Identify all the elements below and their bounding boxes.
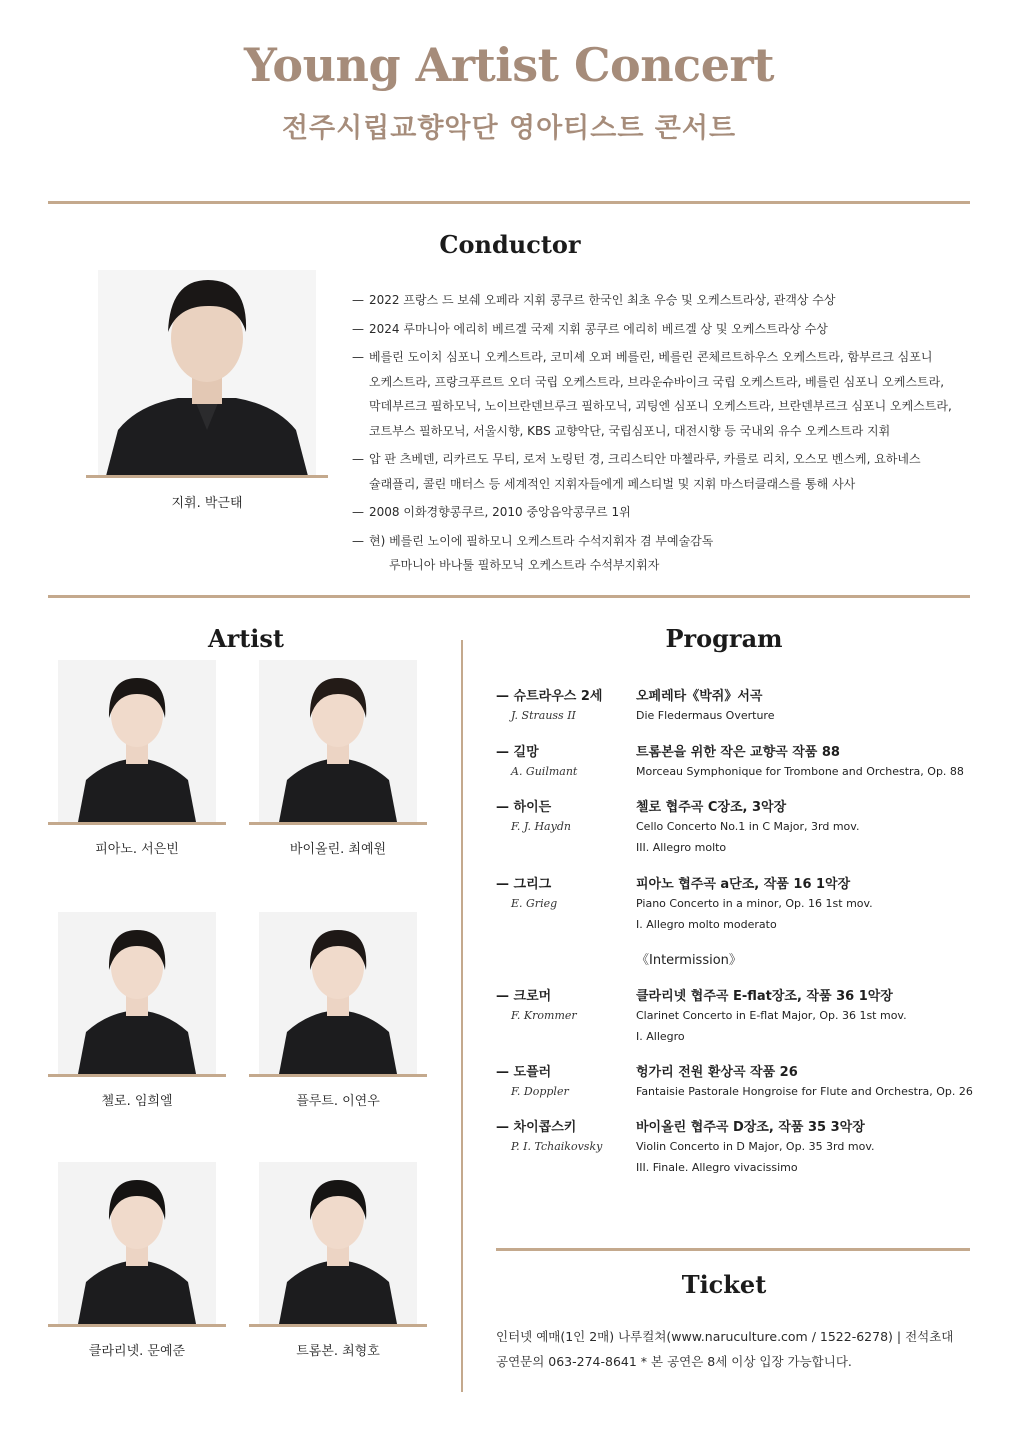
bio-line: 베를린 도이치 심포니 오케스트라, 코미셰 오퍼 베를린, 베를린 콘체르트하우스 오케스트라, 함부르크 심포니 [369, 350, 933, 364]
work-korean: 바이올린 협주곡 D장조, 작품 35 3악장 [636, 1120, 865, 1135]
bio-dash: — [352, 321, 364, 336]
divider-ticket [496, 1248, 970, 1251]
work-korean: 첼로 협주곡 C장조, 3악장 [636, 800, 787, 815]
work-korean: 헝가리 전원 환상곡 작품 26 [636, 1065, 798, 1080]
bio-line: 2024 루마니아 에리히 베르겔 국제 지휘 콩쿠르 에리히 베르겔 상 및 오케스트라상 수상 [369, 321, 828, 336]
work-english: Clarinet Concerto in E-flat Major, Op. 36 1st mov. [636, 1009, 907, 1022]
conductor-photo-underline [86, 475, 328, 478]
work-movement: I. Allegro [636, 1030, 685, 1043]
composer-korean: — 하이든 [496, 800, 552, 815]
column-divider [461, 640, 463, 1392]
artist-caption: 바이올린. 최예원 [289, 842, 387, 857]
work-movement: I. Allegro molto moderato [636, 918, 777, 931]
ticket-contact-line: 공연문의 063-274-8641 * 본 공연은 8세 이상 입장 가능합니다. [496, 1354, 852, 1369]
program-heading: Program [665, 624, 783, 653]
intermission-label: 《Intermission》 [636, 953, 742, 968]
work-korean: 트롬본을 위한 작은 교향곡 작품 88 [636, 745, 840, 760]
bio-line: 오케스트라, 프랑크푸르트 오더 국립 오케스트라, 브라운슈바이크 국립 오케스트라, 베를린 심포니 오케스트라, [369, 374, 945, 389]
title-english: Young Artist Concert [244, 38, 774, 92]
composer-english: P. I. Tchaikovsky [511, 1140, 603, 1153]
conductor-photo [98, 270, 316, 476]
composer-korean: — 차이콥스키 [496, 1120, 577, 1135]
composer-korean: — 크로머 [496, 989, 552, 1004]
bio-line: 2022 프랑스 드 보쉐 오페라 지휘 콩쿠르 한국인 최초 우승 및 오케스트라상, 관객상 수상 [369, 293, 836, 307]
artist-photo-underline [249, 1324, 427, 1327]
divider-top [48, 201, 970, 204]
artist-caption: 트롬본. 최형호 [296, 1344, 380, 1359]
composer-english: F. J. Haydn [511, 820, 571, 833]
bio-dash: — [352, 452, 364, 466]
bio-line: 현) 베를린 노이에 필하모니 오케스트라 수석지휘자 겸 부예술감독 [369, 533, 714, 548]
work-english: Morceau Symphonique for Trombone and Orchestra, Op. 88 [636, 765, 964, 778]
artist-photo-underline [249, 822, 427, 825]
artist-heading: Artist [207, 624, 285, 653]
artist-caption: 첼로. 임희엘 [101, 1094, 173, 1109]
composer-korean: — 도플러 [496, 1065, 552, 1080]
bio-line: 압 판 츠베덴, 리카르도 무티, 로저 노링턴 경, 크리스티안 마첼라루, 카를로 리치, 오스모 벤스케, 요하네스 [369, 452, 921, 466]
work-english: Piano Concerto in a minor, Op. 16 1st mov. [636, 897, 873, 910]
work-korean: 피아노 협주곡 a단조, 작품 16 1악장 [636, 877, 851, 892]
ticket-info-line: 인터넷 예매(1인 2매) 나루컬쳐(www.naruculture.com / 1522-6278) | 전석초대 [496, 1329, 954, 1344]
work-movement: III. Finale. Allegro vivacissimo [636, 1161, 798, 1174]
title-korean: 전주시립교향악단 영아티스트 콘서트 [281, 113, 737, 144]
bio-dash: — [352, 293, 364, 307]
work-korean: 오페레타《박쥐》서곡 [636, 689, 763, 704]
work-english: Violin Concerto in D Major, Op. 35 3rd mov. [636, 1140, 875, 1153]
conductor-caption: 지휘. 박근태 [171, 496, 243, 511]
artist-photo-underline [48, 1324, 226, 1327]
artist-photo [259, 1162, 417, 1324]
conductor-bio [352, 288, 972, 582]
artist-photo [58, 660, 216, 822]
composer-korean: — 그리그 [496, 877, 552, 892]
bio-line: 2008 이화경향콩쿠르, 2010 중앙음악콩쿠르 1위 [369, 505, 631, 519]
composer-english: A. Guilmant [511, 765, 578, 778]
artist-photo-underline [48, 822, 226, 825]
work-english: Fantaisie Pastorale Hongroise for Flute and Orchestra, Op. 26 [636, 1085, 973, 1098]
bio-line: 막데부르크 필하모닉, 노이브란덴브루크 필하모닉, 괴팅엔 심포니 오케스트라, 브란덴부르크 심포니 오케스트라, [369, 399, 952, 413]
bio-item [352, 345, 972, 443]
divider-middle [48, 595, 970, 598]
bio-item [352, 529, 972, 578]
bio-line: 슐래플리, 콜린 매터스 등 세계적인 지휘자들에게 페스티벌 및 지휘 마스터클래스를 통해 사사 [369, 476, 856, 491]
composer-english: F. Krommer [511, 1009, 577, 1022]
work-movement: III. Allegro molto [636, 841, 727, 854]
composer-english: F. Doppler [511, 1085, 569, 1098]
composer-english: E. Grieg [511, 897, 558, 910]
artist-photo [58, 1162, 216, 1324]
artist-photo [58, 912, 216, 1074]
artist-caption: 피아노. 서은빈 [95, 842, 179, 857]
work-english: Die Fledermaus Overture [636, 709, 775, 722]
artist-photo-underline [48, 1074, 226, 1077]
artist-photo [259, 660, 417, 822]
composer-korean: — 슈트라우스 2세 [496, 689, 603, 704]
bio-item [352, 500, 972, 525]
artist-photo [259, 912, 417, 1074]
composer-english: J. Strauss II [511, 709, 576, 722]
bio-dash: — [352, 505, 364, 519]
artist-caption: 플루트. 이연우 [296, 1094, 380, 1109]
bio-dash: — [352, 533, 364, 548]
bio-dash: — [352, 350, 364, 364]
bio-item [352, 447, 972, 496]
artist-photo-underline [249, 1074, 427, 1077]
ticket-heading: Ticket [681, 1270, 767, 1299]
conductor-heading: Conductor [439, 230, 581, 259]
work-korean: 클라리넷 협주곡 E-flat장조, 작품 36 1악장 [636, 989, 893, 1004]
work-english: Cello Concerto No.1 in C Major, 3rd mov. [636, 820, 860, 833]
bio-item [352, 288, 972, 313]
bio-line: 루마니아 바나툴 필하모닉 오케스트라 수석부지휘자 [389, 558, 660, 572]
bio-line: 코트부스 필하모닉, 서울시향, KBS 교향악단, 국립심포니, 대전시향 등 국내외 유수 오케스트라 지휘 [369, 423, 891, 438]
artist-caption: 클라리넷. 문예준 [88, 1344, 186, 1359]
bio-item [352, 317, 972, 342]
composer-korean: — 길망 [496, 745, 539, 760]
